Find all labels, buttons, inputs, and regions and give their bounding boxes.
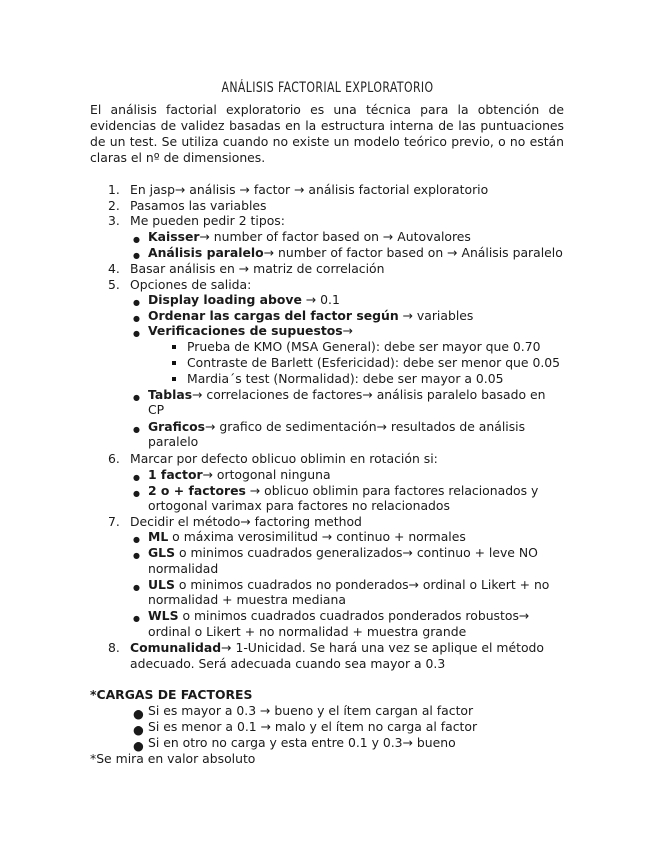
sub-item: WLS o minimos cuadrados cuadrados ponderados robustos→	[148, 608, 530, 623]
bullet-icon: ●	[133, 551, 140, 560]
bullet-icon: ●	[133, 738, 144, 753]
bullet-icon: ●	[133, 425, 140, 434]
bullet-icon: ●	[133, 393, 140, 402]
sub-item: ULS o minimos cuadrados no ponderados→ ordinal o Likert + no	[148, 577, 550, 592]
sub-item: Análisis paralelo→ number of factor based on → Análisis paralelo	[148, 245, 563, 260]
square-bullet-icon	[172, 361, 176, 365]
sub-item: GLS o minimos cuadrados generalizados→ continuo + leve NO	[148, 545, 538, 560]
sub-item-cont: paralelo	[148, 434, 199, 449]
sub-item-cont: ordinal o Likert + no normalidad + muestra grande	[148, 624, 467, 639]
sub-item: Verificaciones de supuestos→	[148, 323, 354, 338]
section-heading: *CARGAS DE FACTORES	[90, 687, 253, 702]
square-bullet-icon	[172, 345, 176, 349]
note-text: *Se mira en valor absoluto	[90, 751, 256, 766]
intro-paragraph: El análisis factorial exploratorio es una técnica para la obtención de evidencias de validez basadas en la estructura interna de las puntuaciones de un test. Se utiliza cuando no existe un modelo teórico previo, o no están claras el nº de dimensiones.	[90, 102, 564, 165]
sub-item-cont: ortogonal varimax para factores no relacionados	[148, 498, 450, 513]
sub-item: Graficos→ grafico de sedimentación→ resultados de análisis	[148, 419, 526, 434]
page-title: ANÁLISIS FACTORIAL EXPLORATORIO	[221, 80, 434, 96]
sub-item: Kaisser→ number of factor based on → Autovalores	[148, 229, 471, 244]
list-item-text: Opciones de salida:	[130, 277, 252, 292]
sub-sub-item: Prueba de KMO (MSA General): debe ser mayor que 0.70	[187, 339, 541, 354]
bullet-icon: ●	[133, 329, 140, 338]
bullet-icon: ●	[133, 489, 140, 498]
list-item-text: Decidir el método→ factoring method	[130, 514, 362, 529]
list-item-text: En jasp→ análisis → factor → análisis factorial exploratorio	[130, 182, 489, 197]
bullet-icon: ●	[133, 614, 140, 623]
sub-item-cont: normalidad	[148, 561, 219, 576]
sub-sub-item: Contraste de Barlett (Esfericidad): debe ser menor que 0.05	[187, 355, 561, 370]
bullet-icon: ●	[133, 235, 140, 244]
list-item: 6.	[108, 451, 120, 466]
sub-item: 1 factor→ ortogonal ninguna	[148, 467, 331, 482]
list-item: 5.	[108, 277, 120, 292]
bullet-icon: ●	[133, 298, 140, 307]
cargas-item: Si es mayor a 0.3 → bueno y el ítem cargan al factor	[148, 703, 474, 718]
list-item: 1.	[108, 182, 120, 197]
sub-item-cont: normalidad + muestra mediana	[148, 592, 346, 607]
list-item-text: Comunalidad→ 1-Unicidad. Se hará una vez se aplique el método	[130, 640, 544, 655]
list-item: 8.	[108, 640, 120, 655]
cargas-item: Si en otro no carga y esta entre 0.1 y 0.3→ bueno	[148, 735, 456, 750]
bullet-icon: ●	[133, 535, 140, 544]
bullet-icon: ●	[133, 706, 144, 721]
bullet-icon: ●	[133, 251, 140, 260]
sub-item: 2 o + factores → oblicuo oblimin para factores relacionados y	[148, 483, 539, 498]
list-item: 2.	[108, 198, 120, 213]
sub-item: Ordenar las cargas del factor según → variables	[148, 308, 474, 323]
list-item-text: Me pueden pedir 2 tipos:	[130, 213, 285, 228]
sub-sub-item: Mardia´s test (Normalidad): debe ser mayor a 0.05	[187, 371, 504, 386]
sub-item-cont: CP	[148, 402, 165, 417]
list-item: 3.	[108, 213, 120, 228]
cargas-item: Si es menor a 0.1 → malo y el ítem no carga al factor	[148, 719, 478, 734]
bullet-icon: ●	[133, 583, 140, 592]
list-item-text: Pasamos las variables	[130, 198, 267, 213]
bullet-icon: ●	[133, 722, 144, 737]
list-item-text: Basar análisis en → matriz de correlación	[130, 261, 385, 276]
square-bullet-icon	[172, 377, 176, 381]
sub-item: ML o máxima verosimilitud → continuo + normales	[148, 529, 466, 544]
list-item-text: Marcar por defecto oblicuo oblimin en rotación si:	[130, 451, 438, 466]
sub-item: Display loading above → 0.1	[148, 292, 340, 307]
sub-item: Tablas→ correlaciones de factores→ análisis paralelo basado en	[148, 387, 546, 402]
list-item: 4.	[108, 261, 120, 276]
list-item: 7.	[108, 514, 120, 529]
bullet-icon: ●	[133, 314, 140, 323]
bullet-icon: ●	[133, 473, 140, 482]
list-item-cont: adecuado. Será adecuada cuando sea mayor a 0.3	[130, 656, 446, 671]
